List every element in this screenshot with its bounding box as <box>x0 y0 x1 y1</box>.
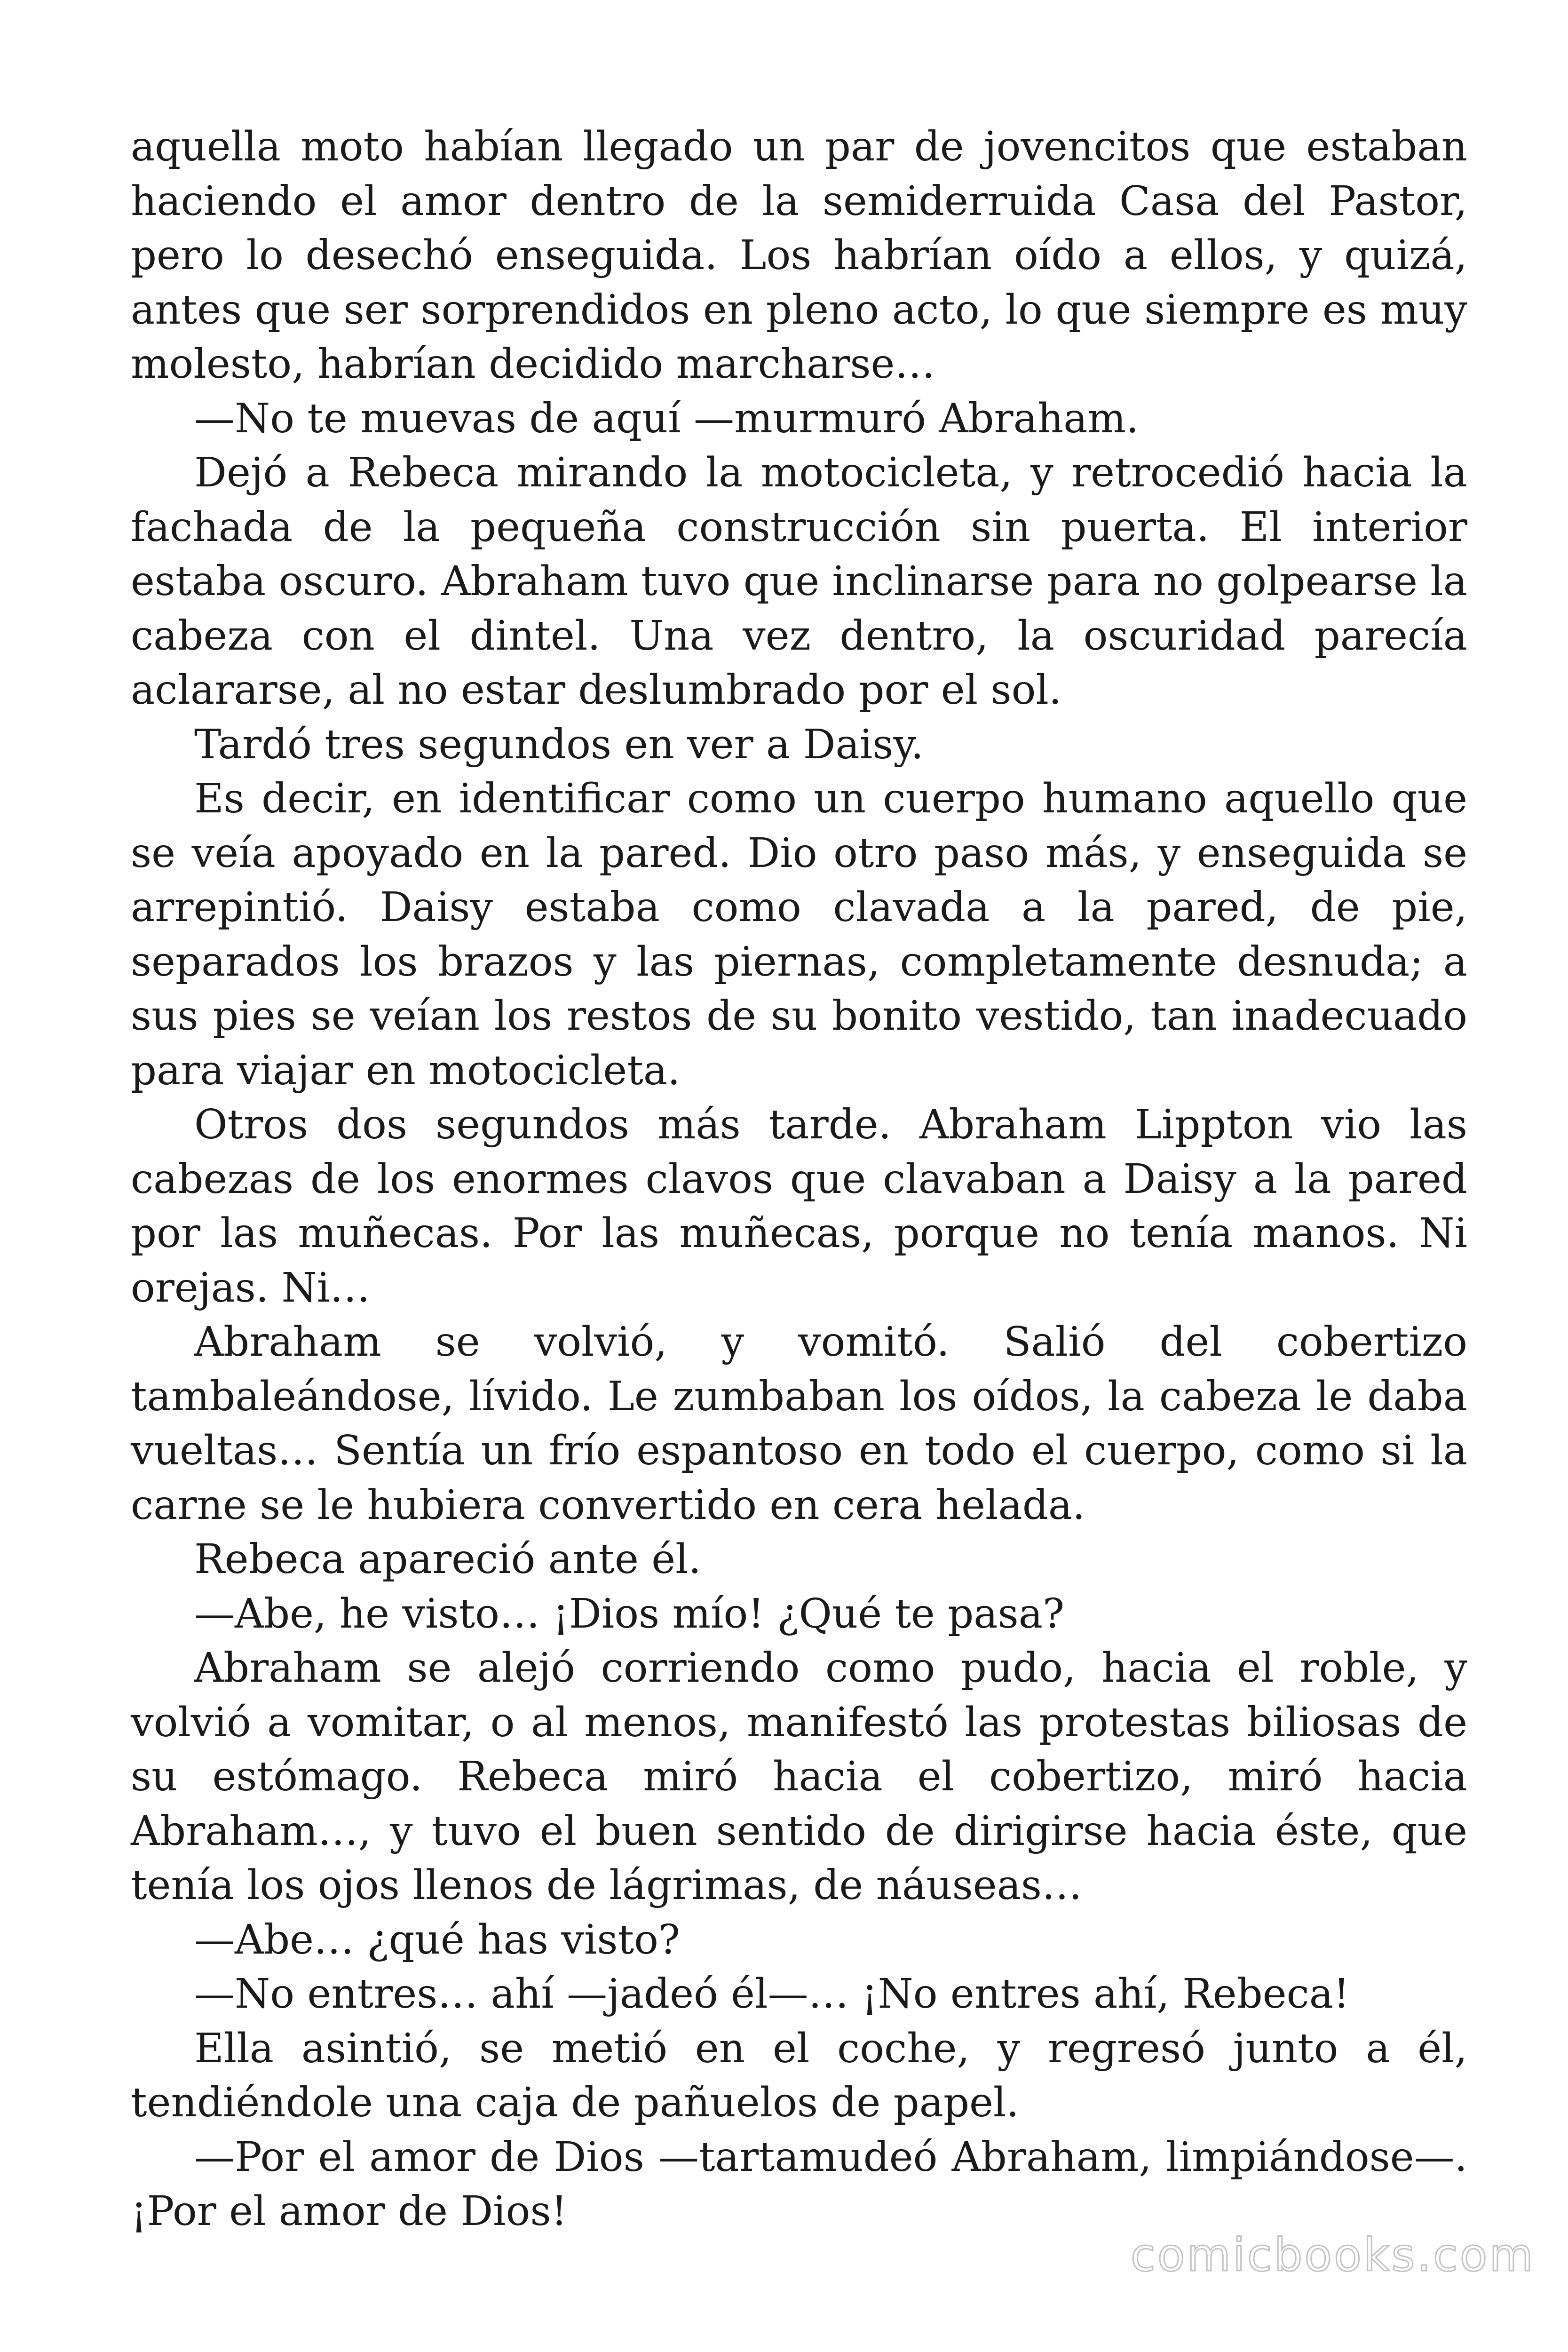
paragraph: Es decir, en identificar como un cuerpo humano aquello que se veía apoyado en la pared. Dio otro paso más, y enseguida se arrepintió. Daisy estaba como clavada a la pared, de pie, separados los brazos y las piernas, completamente desnuda; a sus pies se veían los restos de su bonito vestido, tan inadecuado para viajar en motocicleta. <box>131 775 1467 1094</box>
paragraph: aquella moto habían llegado un par de jovencitos que estaban haciendo el amor dentro de la semiderruida Casa del Pastor, pero lo desechó enseguida. Los habrían oído a ellos, y quizá, antes que ser sorprendidos en pleno acto, lo que siempre es muy molesto, habrían decidido marcharse… <box>131 123 1467 388</box>
body-text <box>131 120 1467 2239</box>
paragraph: Tardó tres segundos en ver a Daisy. <box>194 721 924 768</box>
paragraph: Ella asintió, se metió en el coche, y regresó junto a él, tendiéndole una caja de pañuelos de papel. <box>131 2025 1467 2126</box>
paragraph: Rebeca apareció ante él. <box>194 1536 701 1583</box>
paragraph: —Por el amor de Dios —tartamudeó Abraham, limpiándose—. ¡Por el amor de Dios! <box>131 2133 1467 2235</box>
paragraph: —Abe, he visto… ¡Dios mío! ¿Qué te pasa? <box>194 1590 1065 1637</box>
paragraph: Abraham se volvió, y vomitó. Salió del cobertizo tambaleándose, lívido. Le zumbaban los oídos, la cabeza le daba vueltas… Sentía un frío espantoso en todo el cuerpo, como si la carne se le hubiera convertido en cera helada. <box>131 1319 1467 1529</box>
paragraph: —No entres… ahí —jadeó él—… ¡No entres ahí, Rebeca! <box>194 1971 1350 2018</box>
paragraph: —No te muevas de aquí —murmuró Abraham. <box>194 395 1139 442</box>
watermark: comicbooks.com <box>1130 2229 1535 2281</box>
paragraph: —Abe… ¿qué has visto? <box>194 1916 680 1963</box>
paragraph: Otros dos segundos más tarde. Abraham Lippton vio las cabezas de los enormes clavos que clavaban a Daisy a la pared por las muñecas. Por las muñecas, porque no tenía manos. Ni orejas. Ni… <box>131 1101 1467 1311</box>
paragraph: Dejó a Rebeca mirando la motocicleta, y retrocedió hacia la fachada de la pequeña construcción sin puerta. El interior estaba oscuro. Abraham tuvo que inclinarse para no golpearse la cabeza con el dintel. Una vez dentro, la oscuridad parecía aclararse, al no estar deslumbrado por el sol. <box>131 449 1467 714</box>
paragraph: Abraham se alejó corriendo como pudo, hacia el roble, y volvió a vomitar, o al menos, manifestó las protestas biliosas de su estómago. Rebeca miró hacia el cobertizo, miró hacia Abraham…, y tuvo el buen sentido de dirigirse hacia éste, que tenía los ojos llenos de lágrimas, de náuseas… <box>131 1645 1467 1909</box>
